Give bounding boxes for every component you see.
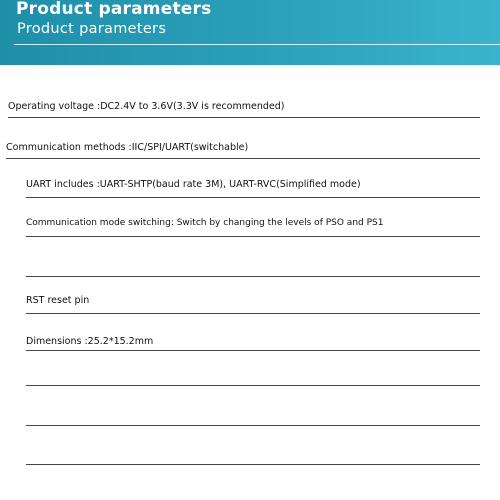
row-divider [6, 158, 480, 159]
param-mode-switching: Communication mode switching: Switch by changing the levels of PSO and PS1 [26, 218, 384, 228]
param-uart: UART includes :UART-SHTP(baud rate 3M), UART-RVC(Simplified mode) [26, 179, 361, 190]
row-divider [8, 117, 480, 118]
header-divider [14, 44, 500, 45]
row-divider [26, 236, 480, 237]
row-divider [26, 385, 480, 386]
page-title: Product parameters [16, 0, 212, 19]
row-divider [26, 197, 480, 198]
row-divider [26, 313, 480, 314]
row-divider [26, 350, 480, 351]
param-voltage: Operating voltage :DC2.4V to 3.6V(3.3V is recommended) [8, 101, 285, 112]
param-dimensions: Dimensions :25.2*15.2mm [26, 336, 154, 347]
param-reset: RST reset pin [26, 295, 90, 306]
page-subtitle: Product parameters [17, 21, 167, 37]
param-communication: Communication methods :IIC/SPI/UART(switchable) [6, 142, 249, 153]
row-divider [26, 464, 480, 465]
header-banner [0, 0, 500, 65]
row-divider [26, 425, 480, 426]
row-divider [26, 276, 480, 277]
